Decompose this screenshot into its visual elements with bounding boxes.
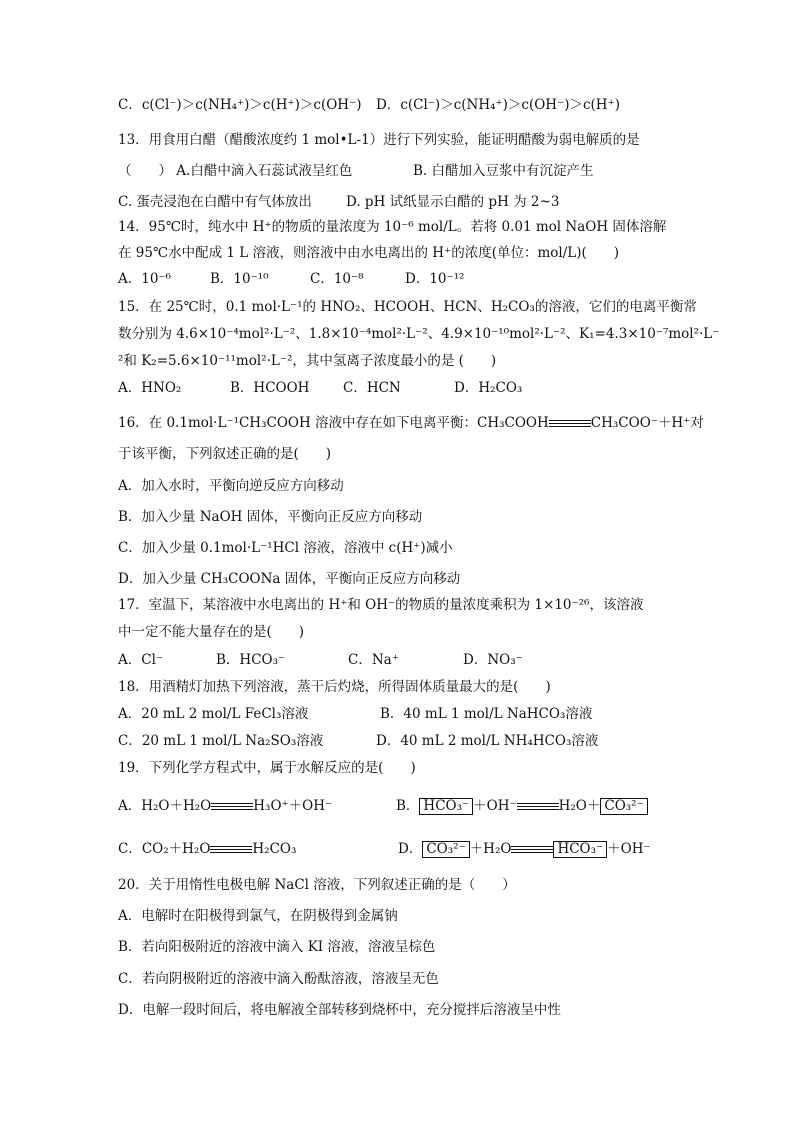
- q19-b-product: H₂O＋: [558, 798, 601, 814]
- q16-stem-line1: [118, 414, 704, 432]
- q17-stem-line2: 中一定不能大量存在的是( ): [118, 624, 305, 640]
- q19-options-ab: [118, 797, 644, 815]
- q15-option-b: B．HCOOH: [230, 380, 310, 396]
- equilibrium-arrow-icon: [211, 803, 253, 811]
- q20-option-a: A．电解时在阳极得到氯气，在阴极得到金属钠: [118, 908, 398, 924]
- equilibrium-arrow-icon: [511, 846, 553, 854]
- q17-option-b: B．HCO₃⁻: [216, 652, 286, 668]
- q19-options-cd: [118, 840, 651, 858]
- equilibrium-arrow-icon: [517, 803, 559, 811]
- q19-a-products: H₃O⁺＋OH⁻: [253, 798, 333, 814]
- q15-stem-line1: 15．在 25℃时，0.1 mol·L⁻¹的 HNO₂、HCOOH、HCN、H₂CO₃的溶液，它们的电离平衡常: [118, 299, 697, 315]
- q13-stem: 13．用食用白醋（醋酸浓度约 1 mol•L-1）进行下列实验，能证明醋酸为弱电解质的是: [118, 132, 640, 148]
- q14-option-a: A．10⁻⁶: [118, 271, 171, 287]
- equilibrium-arrow-icon: [210, 846, 252, 854]
- q19-c-products: H₂CO₃: [252, 841, 297, 857]
- q19-stem: 19．下列化学方程式中，属于水解反应的是( ): [118, 760, 416, 776]
- q19-option-b: [396, 797, 648, 815]
- q19-d-reactant: ＋H₂O: [469, 841, 512, 857]
- q19-d-product: ＋OH⁻: [607, 841, 651, 857]
- q19-option-a: [118, 797, 332, 815]
- q15-options: [118, 379, 523, 397]
- q18-options-cd: [118, 732, 599, 750]
- q13-options-ab: [118, 162, 594, 180]
- q20-stem: 20．关于用惰性电极电解 NaCl 溶液，下列叙述正确的是（ ）: [118, 877, 516, 893]
- q18-options-ab: [118, 705, 593, 723]
- q15-option-c: C．HCN: [343, 380, 401, 396]
- q17-option-a: A．Cl⁻: [118, 652, 164, 668]
- q17-option-c: C．Na⁺: [348, 652, 399, 668]
- q16-option-d: D．加入少量 CH₃COONa 固体，平衡向正反应方向移动: [118, 571, 461, 587]
- q14-stem-line2: 在 95℃水中配成 1 L 溶液，则溶液中由水电离出的 H⁺的浓度(单位：mol/L)( ): [118, 245, 620, 261]
- q13-option-d: D. pH 试纸显示白醋的 pH 为 2~3: [346, 194, 560, 210]
- q19-option-c: [118, 840, 296, 858]
- q15-stem-line3: ²和 K₂=5.6×10⁻¹¹mol²·L⁻²，其中氢离子浓度最小的是 ( ): [118, 353, 497, 369]
- q16-option-a: A．加入水时，平衡向逆反应方向移动: [118, 478, 344, 494]
- q15-stem-line2: 数分别为 4.6×10⁻⁴mol²·L⁻²、1.8×10⁻⁴mol²·L⁻²、4.9×10⁻¹⁰mol²·L⁻²、K₁=4.3×10⁻⁷mol²·L⁻: [118, 326, 720, 342]
- q18-stem: 18．用酒精灯加热下列溶液，蒸干后灼烧，所得固体质量最大的是( ): [118, 679, 551, 695]
- q14-stem-line1: 14．95℃时，纯水中 H⁺的物质的量浓度为 10⁻⁶ mol/L。若将 0.01 mol NaOH 固体溶解: [118, 219, 667, 235]
- q17-options: [118, 651, 523, 669]
- q19-b-reactant: ＋OH⁻: [473, 798, 517, 814]
- q15-option-d: D．H₂CO₃: [454, 380, 523, 396]
- q20-option-c: C．若向阴极附近的溶液中滴入酚酞溶液，溶液呈无色: [118, 971, 439, 987]
- q12-option-c: C．c(Cl⁻)＞c(NH₄⁺)＞c(H⁺)＞c(OH⁻): [118, 97, 362, 113]
- q19-d-label: D．: [398, 841, 423, 857]
- q16-stem-line2: 于该平衡，下列叙述正确的是( ): [118, 446, 332, 462]
- q16-stem-part2: CH₃COO⁻＋H⁺对: [590, 415, 704, 431]
- q19-b-label: B．: [396, 798, 420, 814]
- q17-stem-line1: 17．室温下，某溶液中水电离出的 H⁺和 OH⁻的物质的量浓度乘积为 1×10⁻²⁶，该溶液: [118, 597, 644, 613]
- q13-options-cd: [118, 193, 560, 211]
- q19-b-boxed-ion-2: CO₃²⁻: [600, 798, 647, 815]
- q20-option-d: D．电解一段时间后，将电解液全部转移到烧杯中，充分搅拌后溶液呈中性: [118, 1002, 561, 1018]
- q17-option-d: D．NO₃⁻: [463, 652, 523, 668]
- q15-option-a: A．HNO₂: [118, 380, 182, 396]
- q14-option-c: C．10⁻⁸: [310, 271, 364, 287]
- q12-options-cd: [118, 96, 620, 114]
- q19-option-d: [398, 840, 651, 858]
- q13-option-c: C. 蛋壳浸泡在白醋中有气体放出: [118, 194, 312, 210]
- q18-option-b: B．40 mL 1 mol/L NaHCO₃溶液: [380, 706, 593, 722]
- q12-option-d: D．c(Cl⁻)＞c(NH₄⁺)＞c(OH⁻)＞c(H⁺): [376, 97, 620, 113]
- q18-option-c: C．20 mL 1 mol/L Na₂SO₃溶液: [118, 733, 324, 749]
- q19-a-reactants: A．H₂O＋H₂O: [118, 798, 212, 814]
- equilibrium-arrow-icon: [549, 420, 591, 428]
- q19-d-boxed-ion-1: CO₃²⁻: [422, 841, 469, 858]
- q18-option-d: D．40 mL 2 mol/L NH₄HCO₃溶液: [376, 733, 599, 749]
- q19-d-boxed-ion-2: HCO₃⁻: [553, 841, 607, 858]
- q19-c-reactants: C．CO₂＋H₂O: [118, 841, 211, 857]
- q13-option-b: B. 白醋加入豆浆中有沉淀产生: [413, 163, 594, 179]
- q19-b-boxed-ion-1: HCO₃⁻: [419, 798, 473, 815]
- q18-option-a: A．20 mL 2 mol/L FeCl₃溶液: [118, 706, 309, 722]
- q16-option-c: C．加入少量 0.1mol·L⁻¹HCl 溶液，溶液中 c(H⁺)减小: [118, 540, 453, 556]
- q16-option-b: B．加入少量 NaOH 固体，平衡向正反应方向移动: [118, 509, 423, 525]
- q14-options: [118, 270, 465, 288]
- q20-option-b: B．若向阳极附近的溶液中滴入 KI 溶液，溶液呈棕色: [118, 939, 436, 955]
- q14-option-d: D．10⁻¹²: [405, 271, 465, 287]
- q13-option-a: （ ） A.白醋中滴入石蕊试液呈红色: [118, 163, 353, 179]
- q14-option-b: B．10⁻¹⁰: [210, 271, 269, 287]
- q16-stem-part1: 16．在 0.1mol·L⁻¹CH₃COOH 溶液中存在如下电离平衡：CH₃COOH: [118, 415, 549, 431]
